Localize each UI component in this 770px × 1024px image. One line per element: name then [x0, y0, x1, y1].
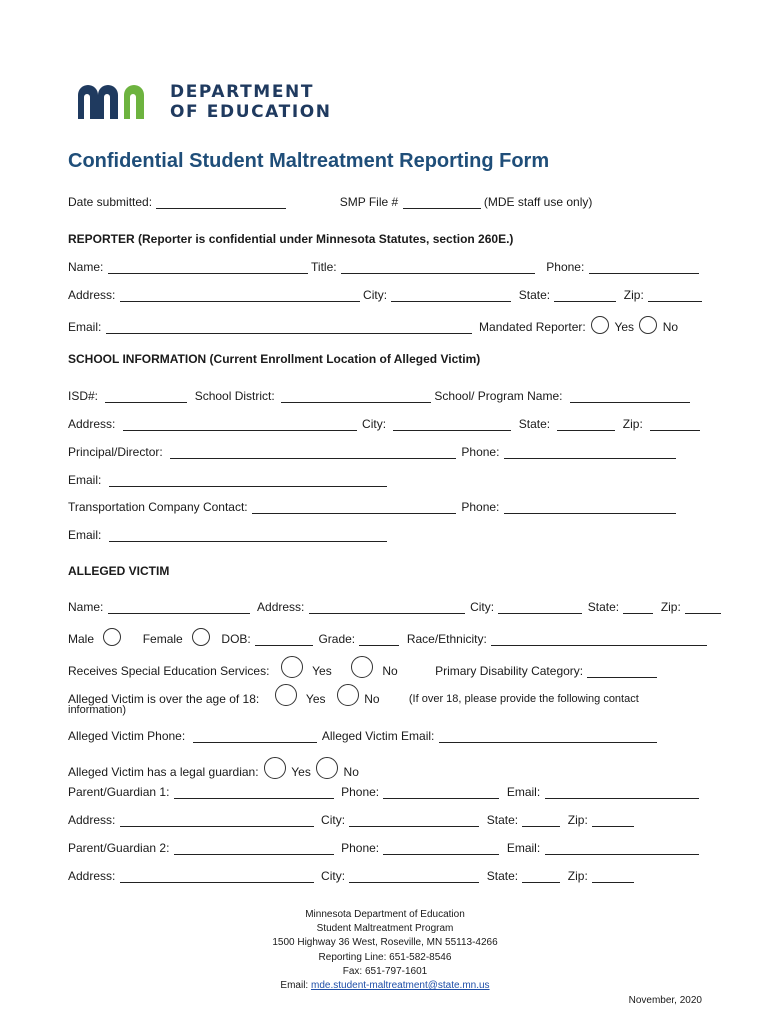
victim-name-label: Name: — [68, 600, 104, 614]
over18-no-label: No — [364, 692, 380, 706]
reporter-name-label: Name: — [68, 260, 104, 274]
school-address-label: Address: — [68, 417, 116, 431]
pg2-address-field[interactable] — [120, 870, 314, 883]
pg1-row1 — [68, 785, 702, 799]
victim-state-label: State: — [587, 600, 620, 614]
over18-yes-label: Yes — [305, 692, 326, 706]
pg2-address-label: Address: — [68, 869, 116, 883]
pg2-row1 — [68, 841, 702, 855]
race-label: Race/Ethnicity: — [406, 632, 487, 646]
victim-email-label: Alleged Victim Email: — [321, 729, 435, 743]
school-row2 — [68, 417, 702, 431]
pg2-city-label: City: — [321, 869, 346, 883]
program-label: School/ Program Name: — [434, 389, 563, 403]
pg2-field[interactable] — [174, 842, 334, 855]
mandated-no-radio[interactable] — [639, 316, 657, 334]
pg1-email-field[interactable] — [545, 786, 699, 799]
reporter-row3 — [68, 316, 702, 334]
school-row6 — [68, 528, 702, 542]
guardian-yes-radio[interactable] — [264, 757, 286, 779]
footer-line4: Reporting Line: 651-582-8546 — [318, 951, 452, 963]
victim-phone-label: Alleged Victim Phone: — [68, 729, 186, 743]
date-submitted-field[interactable] — [156, 196, 286, 209]
special-ed-yes-radio[interactable] — [281, 656, 303, 678]
school-zip-field[interactable] — [650, 418, 700, 431]
over18-note: (If over 18, please provide the following contact — [408, 693, 639, 705]
school-row1 — [68, 389, 702, 403]
guardian-no-radio[interactable] — [316, 757, 338, 779]
reporter-address-field[interactable] — [120, 289, 360, 302]
footer-email-label: Email: — [280, 980, 309, 992]
reporter-state-label: State: — [518, 288, 551, 302]
program-field[interactable] — [570, 390, 690, 403]
pg2-city-field[interactable] — [349, 870, 479, 883]
transport-label: Transportation Company Contact: — [68, 500, 248, 514]
over18-note-2: information) — [68, 704, 127, 716]
pg1-address-label: Address: — [68, 813, 116, 827]
reporter-city-label: City: — [363, 288, 388, 302]
victim-email-field[interactable] — [439, 730, 657, 743]
special-ed-no-label: No — [382, 664, 398, 678]
pg1-city-label: City: — [321, 813, 346, 827]
school-city-label: City: — [362, 417, 387, 431]
date-submitted-label: Date submitted: — [68, 195, 153, 209]
reporter-row1 — [68, 260, 702, 274]
school-row4 — [68, 473, 702, 487]
school-heading: SCHOOL INFORMATION (Current Enrollment Location of Alleged Victim) — [68, 352, 481, 366]
principal-label: Principal/Director: — [68, 445, 163, 459]
reporter-phone-field[interactable] — [589, 261, 699, 274]
female-radio[interactable] — [192, 628, 210, 646]
mandated-label: Mandated Reporter: — [479, 320, 586, 334]
school-zip-label: Zip: — [622, 417, 643, 431]
over18-label: Alleged Victim is over the age of 18: — [68, 692, 260, 706]
smp-file-label: SMP File # — [339, 195, 399, 209]
victim-address-field[interactable] — [309, 601, 465, 614]
isd-label: ISD#: — [68, 389, 99, 403]
footer-email-link[interactable]: mde.student-maltreatment@state.mn.us — [311, 980, 490, 992]
guardian-no-label: No — [343, 765, 359, 779]
victim-city-field[interactable] — [498, 601, 582, 614]
reporter-phone-label: Phone: — [546, 260, 585, 274]
transport-email-field[interactable] — [109, 529, 387, 542]
victim-phone-field[interactable] — [193, 730, 317, 743]
footer-date: November, 2020 — [628, 995, 702, 1006]
smp-file-field[interactable] — [403, 196, 481, 209]
principal-field[interactable] — [170, 446, 456, 459]
pg1-phone-field[interactable] — [383, 786, 499, 799]
school-state-field[interactable] — [557, 418, 615, 431]
footer — [0, 908, 770, 993]
mde-logo — [76, 82, 332, 122]
dob-field[interactable] — [255, 633, 313, 646]
school-row3 — [68, 445, 702, 459]
footer-line5: Fax: 651-797-1601 — [342, 965, 428, 977]
pg2-state-field[interactable] — [522, 870, 560, 883]
disability-label: Primary Disability Category: — [435, 664, 584, 678]
reporter-title-label: Title: — [311, 260, 337, 274]
pg2-phone-field[interactable] — [383, 842, 499, 855]
pg2-zip-field[interactable] — [592, 870, 634, 883]
victim-row5 — [68, 729, 702, 743]
pg1-row2 — [68, 813, 702, 827]
victim-zip-label: Zip: — [660, 600, 681, 614]
victim-row2 — [68, 628, 702, 646]
victim-heading: ALLEGED VICTIM — [68, 564, 170, 578]
pg1-phone-label: Phone: — [341, 785, 380, 799]
reporter-email-field[interactable] — [106, 321, 472, 334]
victim-row1 — [68, 600, 702, 614]
logo-line2: OF EDUCATION — [170, 102, 332, 122]
mandated-yes-radio[interactable] — [591, 316, 609, 334]
race-field[interactable] — [491, 633, 707, 646]
male-label: Male — [68, 632, 95, 646]
female-label: Female — [142, 632, 183, 646]
form-title: Confidential Student Maltreatment Reporting Form — [68, 150, 550, 172]
victim-row6 — [68, 757, 702, 779]
school-state-label: State: — [518, 417, 551, 431]
logo-text — [170, 82, 332, 122]
reporter-state-field[interactable] — [554, 289, 616, 302]
guardian-yes-label: Yes — [291, 765, 311, 779]
reporter-address-label: Address: — [68, 288, 116, 302]
transport-phone-field[interactable] — [504, 501, 676, 514]
district-label: School District: — [194, 389, 275, 403]
school-email-label: Email: — [68, 473, 102, 487]
pg1-zip-label: Zip: — [567, 813, 588, 827]
pg2-email-field[interactable] — [545, 842, 699, 855]
dob-label: DOB: — [221, 632, 251, 646]
footer-line3: 1500 Highway 36 West, Roseville, MN 55113-4266 — [272, 937, 498, 949]
male-radio[interactable] — [103, 628, 121, 646]
disability-field[interactable] — [587, 665, 657, 678]
special-ed-yes-label: Yes — [312, 664, 332, 678]
reporter-name-field[interactable] — [108, 261, 308, 274]
pg2-label: Parent/Guardian 2: — [68, 841, 170, 855]
pg1-address-field[interactable] — [120, 814, 314, 827]
victim-zip-field[interactable] — [685, 601, 721, 614]
footer-line1: Minnesota Department of Education — [305, 909, 465, 920]
mandated-no-label: No — [662, 320, 679, 334]
pg2-phone-label: Phone: — [341, 841, 380, 855]
isd-field[interactable] — [105, 390, 187, 403]
transport-phone-label: Phone: — [461, 500, 500, 514]
pg2-email-label: Email: — [506, 841, 541, 855]
pg2-zip-label: Zip: — [567, 869, 588, 883]
special-ed-no-radio[interactable] — [351, 656, 373, 678]
pg2-row2 — [68, 869, 702, 883]
reporter-email-label: Email: — [68, 320, 102, 334]
reporter-city-field[interactable] — [391, 289, 511, 302]
reporter-heading: REPORTER (Reporter is confidential under Minnesota Statutes, section 260E.) — [68, 232, 514, 246]
transport-email-label: Email: — [68, 528, 102, 542]
grade-label: Grade: — [318, 632, 356, 646]
principal-phone-field[interactable] — [504, 446, 676, 459]
pg1-zip-field[interactable] — [592, 814, 634, 827]
district-field[interactable] — [281, 390, 431, 403]
grade-field[interactable] — [359, 633, 399, 646]
school-address-field[interactable] — [123, 418, 357, 431]
principal-phone-label: Phone: — [461, 445, 500, 459]
victim-city-label: City: — [470, 600, 495, 614]
logo-line1: DEPARTMENT — [170, 82, 315, 102]
school-email-field[interactable] — [109, 474, 387, 487]
pg1-email-label: Email: — [506, 785, 541, 799]
pg2-state-label: State: — [486, 869, 519, 883]
school-row5 — [68, 500, 702, 514]
mn-logo-icon — [76, 83, 162, 121]
guardian-label: Alleged Victim has a legal guardian: — [68, 765, 259, 779]
victim-name-field[interactable] — [108, 601, 250, 614]
pg1-city-field[interactable] — [349, 814, 479, 827]
victim-row3 — [68, 656, 702, 678]
pg1-label: Parent/Guardian 1: — [68, 785, 170, 799]
transport-field[interactable] — [252, 501, 456, 514]
school-city-field[interactable] — [393, 418, 511, 431]
date-row — [68, 195, 702, 209]
mandated-yes-label: Yes — [614, 320, 635, 334]
reporter-title-field[interactable] — [341, 261, 535, 274]
footer-email-line — [0, 979, 770, 993]
victim-state-field[interactable] — [623, 601, 653, 614]
victim-address-label: Address: — [257, 600, 305, 614]
reporter-zip-field[interactable] — [648, 289, 702, 302]
pg1-state-field[interactable] — [522, 814, 560, 827]
reporter-row2 — [68, 288, 702, 302]
mde-note: (MDE staff use only) — [483, 195, 593, 209]
footer-line2: Student Maltreatment Program — [316, 923, 454, 935]
pg1-state-label: State: — [486, 813, 519, 827]
pg1-field[interactable] — [174, 786, 334, 799]
reporter-zip-label: Zip: — [623, 288, 644, 302]
special-ed-label: Receives Special Education Services: — [68, 664, 270, 678]
